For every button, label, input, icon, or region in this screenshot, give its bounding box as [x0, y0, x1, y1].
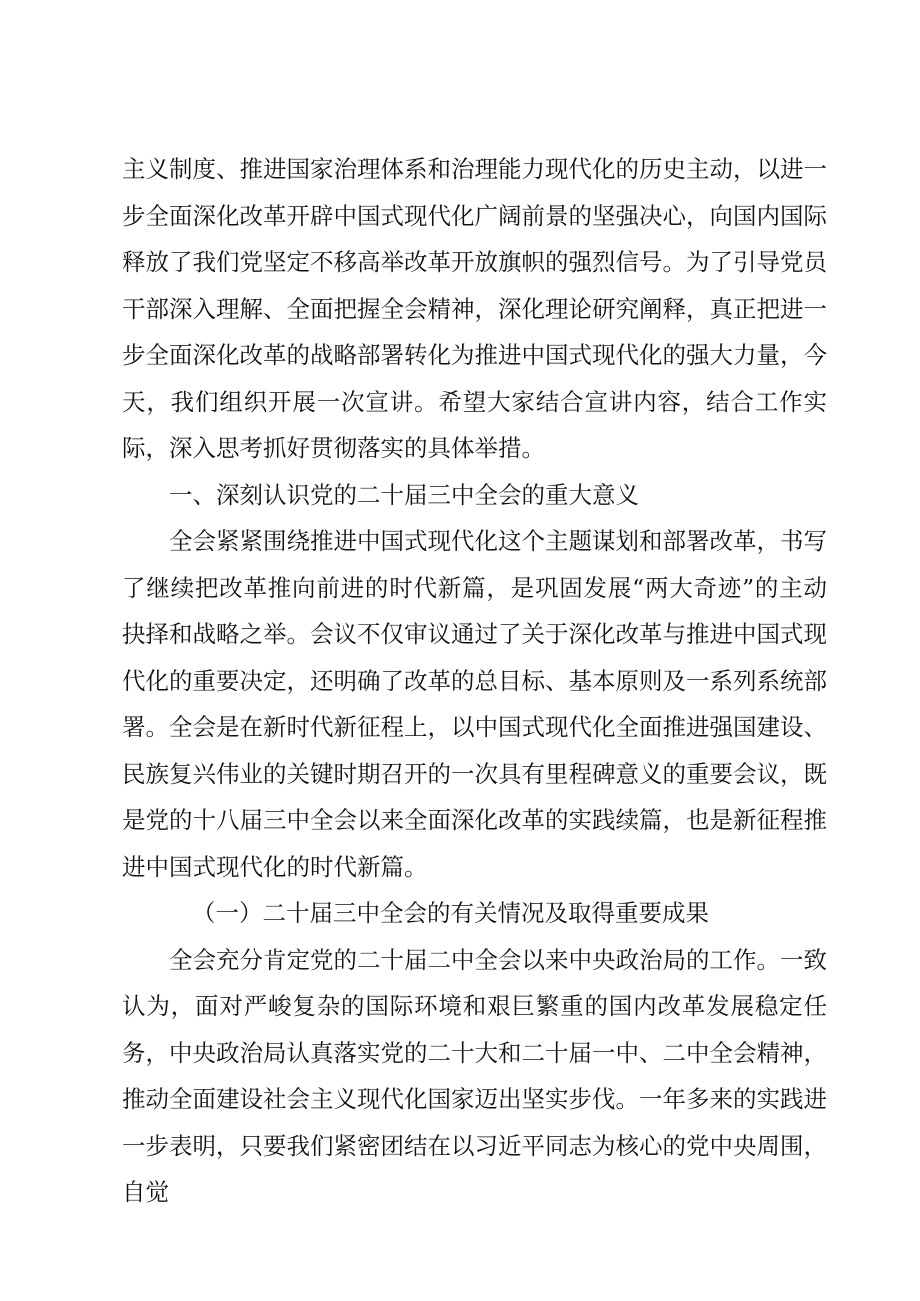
document-body: [122, 146, 827, 1216]
paragraph-section-1: 全会紧紧围绕推进中国式现代化这个主题谋划和部署改革，书写了继续把改革推向前进的时代新篇，是巩固发展“两大奇迹”的主动抉择和战略之举。会议不仅审议通过了关于深化改革与推进中国式现代化的重要决定，还明确了改革的总目标、基本原则及一系列系统部署。全会是在新时代新征程上，以中国式现代化全面推进强国建设、民族复兴伟业的关键时期召开的一次具有里程碑意义的重要会议，既是党的十八届三中全会以来全面深化改革的实践续篇，也是新征程推进中国式现代化的时代新篇。: [122, 527, 827, 881]
paragraph-intro-continued: 主义制度、推进国家治理体系和治理能力现代化的历史主动，以进一步全面深化改革开辟中国式现代化广阔前景的坚强决心，向国内国际释放了我们党坚定不移高举改革开放旗帜的强烈信号。为了引导党员干部深入理解、全面把握全会精神，深化理论研究阐释，真正把进一步全面深化改革的战略部署转化为推进中国式现代化的强大力量，今天，我们组织开展一次宣讲。希望大家结合宣讲内容，结合工作实际，深入思考抓好贯彻落实的具体举措。: [122, 155, 827, 462]
paragraph-subsection-1: 全会充分肯定党的二十届二中全会以来中央政治局的工作。一致认为，面对严峻复杂的国际环境和艰巨繁重的国内改革发展稳定任务，中央政治局认真落实党的二十大和二十届一中、二中全会精神，推动全面建设社会主义现代化国家迈出坚实步伐。一年多来的实践进一步表明，只要我们紧密团结在以习近平同志为核心的党中央周围，自觉: [122, 945, 827, 1206]
section-heading-1: 一、深刻认识党的二十届三中全会的重大意义: [169, 480, 639, 509]
subsection-heading-1: （一）二十届三中全会的有关情况及取得重要成果: [192, 899, 709, 927]
